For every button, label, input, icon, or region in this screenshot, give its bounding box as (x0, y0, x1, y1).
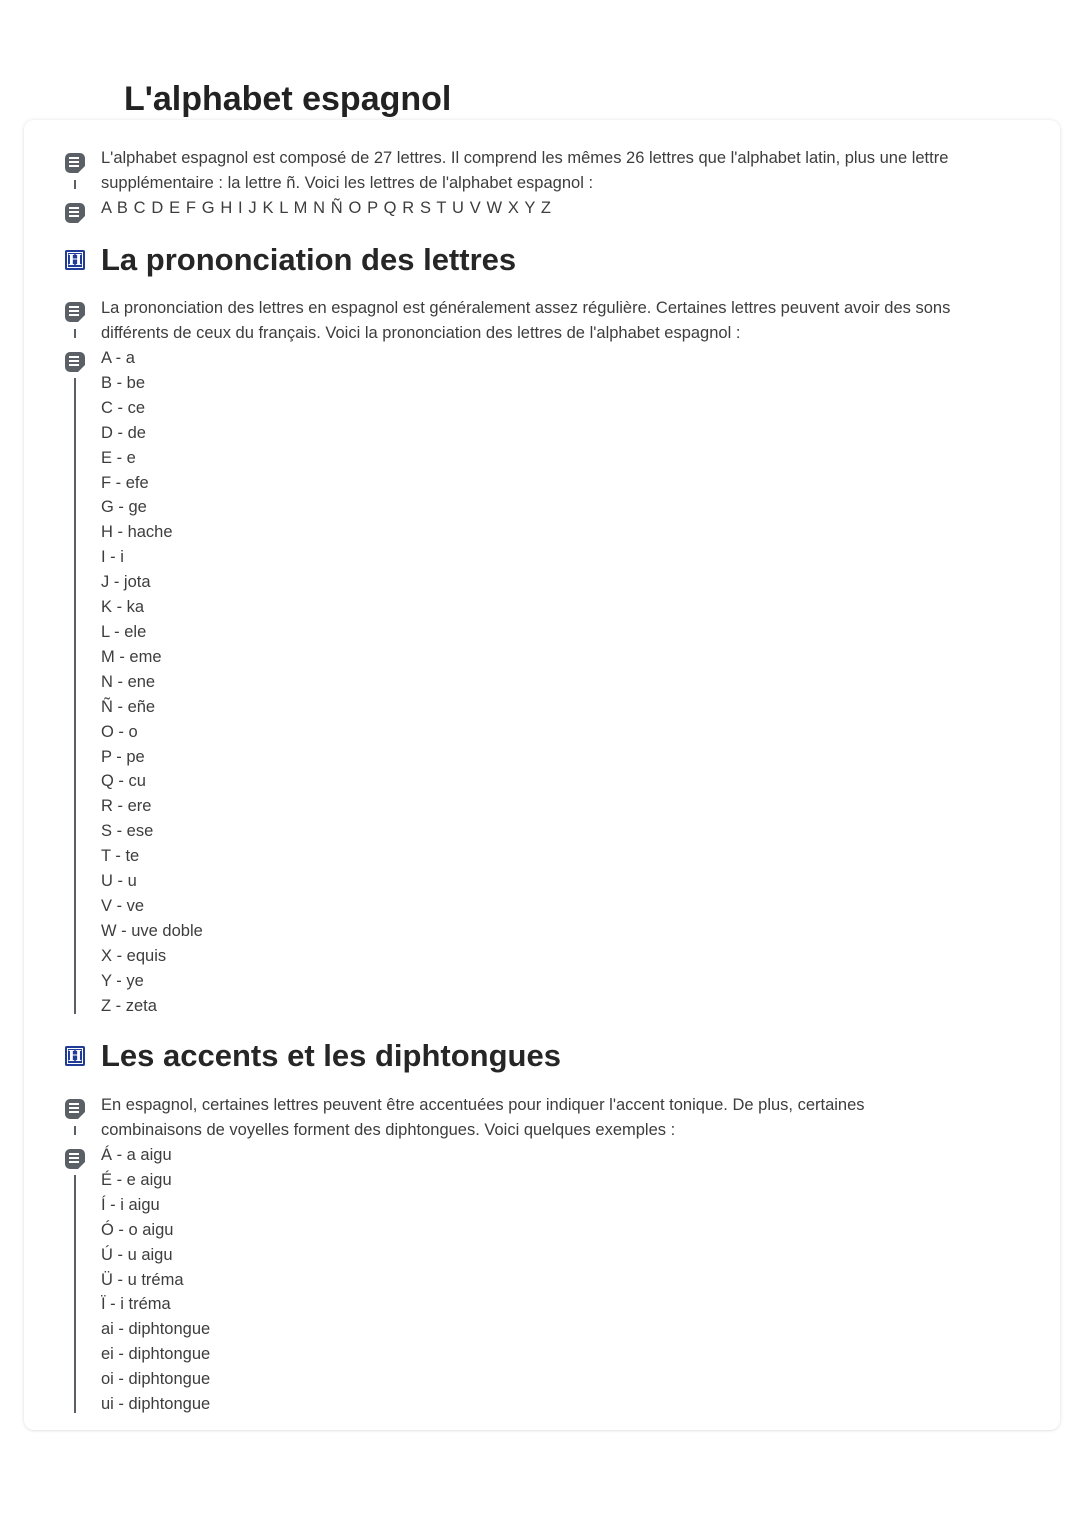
list-item: É - e aigu (101, 1170, 172, 1189)
list-item: C - ce (101, 398, 146, 417)
list-item: Ó - o aigu (101, 1220, 174, 1239)
heading-icon[interactable]: H (65, 250, 85, 270)
document-card (24, 80, 1060, 1430)
paragraph-icon[interactable] (65, 302, 85, 322)
list-item: ui - diphtongue (101, 1395, 211, 1414)
list-item: N - ene (101, 672, 156, 691)
list-connector-line (74, 378, 76, 1014)
list-item: Á - a aigu (101, 1146, 172, 1164)
list-item: ai - diphtongue (101, 1320, 211, 1339)
list-item: D - de (101, 423, 146, 442)
pronunciation-list (101, 346, 203, 1018)
section-heading-accents: Les accents et les diphtongues (101, 1038, 561, 1073)
accents-paragraph: En espagnol, certaines lettres peuvent être accentuées pour indiquer l'accent tonique. De plus, certaines combinaisons de voyelles forment des diphtongues. Voici quelques exemples : (101, 1096, 865, 1139)
list-item: Q - cu (101, 772, 146, 791)
list-item: G - ge (101, 498, 147, 517)
list-item: J - jota (101, 573, 151, 592)
list-item: S - ese (101, 822, 154, 841)
list-item: Y - ye (101, 971, 144, 990)
list-item: W - uve doble (101, 921, 203, 940)
alphabet-letters-line: A B C D E F G H I J K L M N Ñ O P Q R S T U V W X Y Z (101, 199, 552, 217)
list-item: ei - diphtongue (101, 1345, 211, 1364)
list-item: Í - i aigu (101, 1195, 160, 1214)
list-item: oi - diphtongue (101, 1370, 211, 1389)
list-item: O - o (101, 722, 138, 741)
list-item: K - ka (101, 598, 145, 617)
list-item: X - equis (101, 946, 167, 965)
list-item: L - ele (101, 622, 147, 641)
list-item: P - pe (101, 747, 145, 766)
list-item: R - ere (101, 797, 152, 816)
list-item: I - i (101, 548, 124, 567)
list-item: V - ve (101, 896, 145, 915)
connector-tick (74, 1126, 76, 1135)
list-item: Ñ - eñe (101, 697, 156, 716)
connector-tick (74, 180, 76, 189)
list-item: Ü - u tréma (101, 1270, 184, 1289)
list-item: E - e (101, 448, 136, 467)
list-item: F - efe (101, 473, 149, 492)
clipped-previous-heading: L'alphabet espagnol (124, 80, 452, 118)
paragraph-icon[interactable] (65, 352, 85, 372)
paragraph-icon[interactable] (65, 203, 85, 223)
pronunciation-paragraph: La prononciation des lettres en espagnol est généralement assez régulière. Certaines lettres peuvent avoir des sons différents de ceux du français. Voici la prononciation des lettres de l'alphabet espagnol : (101, 299, 951, 342)
list-item: U - u (101, 872, 137, 891)
list-item: Ú - u aigu (101, 1245, 173, 1264)
list-item: Ï - i tréma (101, 1295, 171, 1314)
list-item: H - hache (101, 523, 173, 542)
heading-icon[interactable]: H (65, 1046, 85, 1066)
list-item: A - a (101, 349, 135, 367)
list-item: B - be (101, 373, 146, 392)
list-connector-line (74, 1175, 76, 1413)
list-item: T - te (101, 847, 140, 866)
list-item: M - eme (101, 647, 162, 666)
paragraph-icon[interactable] (65, 1099, 85, 1119)
paragraph-icon[interactable] (65, 1149, 85, 1169)
accents-list (101, 1143, 210, 1417)
paragraph-icon[interactable] (65, 153, 85, 173)
section-heading-pronunciation: La prononciation des lettres (101, 242, 517, 277)
intro-paragraph: L'alphabet espagnol est composé de 27 lettres. Il comprend les mêmes 26 lettres que l'alphabet latin, plus une lettre supplémentaire : la lettre ñ. Voici les lettres de l'alphabet espagnol : (101, 149, 949, 192)
connector-tick (74, 329, 76, 338)
list-item: Z - zeta (101, 996, 157, 1015)
